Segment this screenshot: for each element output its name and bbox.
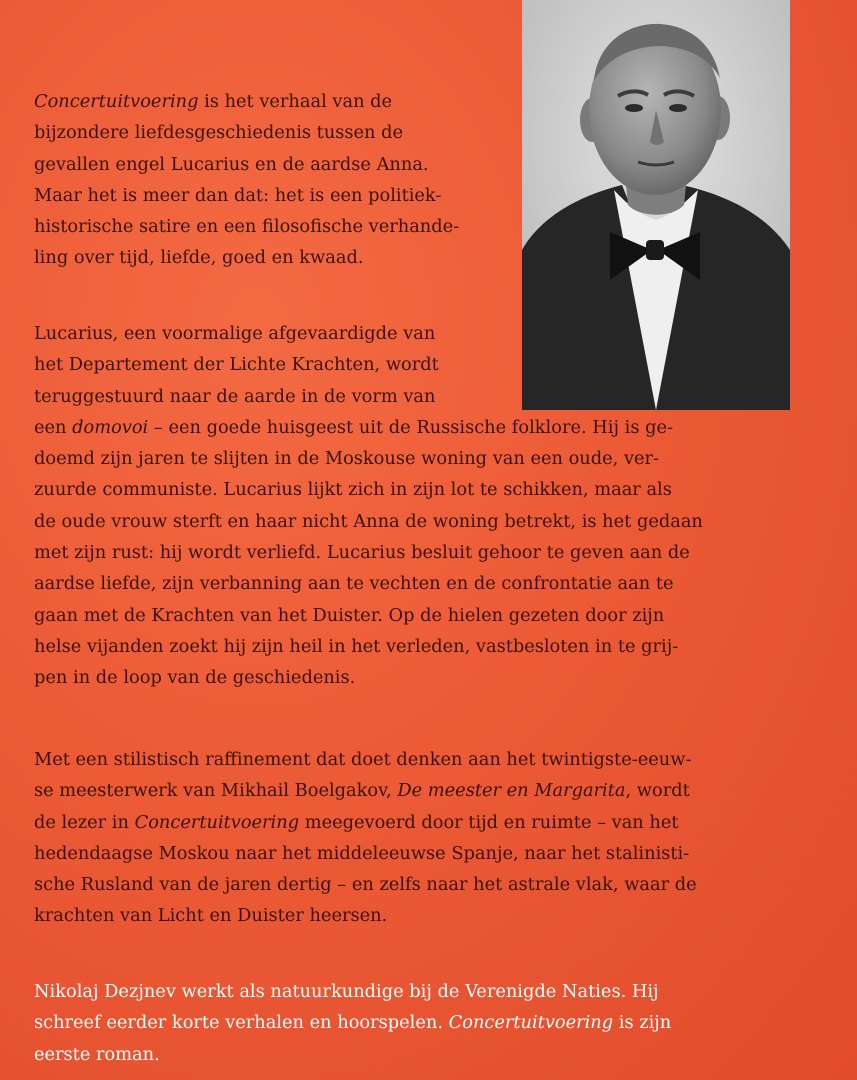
text-line: doemd zijn jaren te slijten in de Moskouse woning van een oude, ver-: [34, 448, 660, 470]
book-title-italic: Concertuitvoering: [134, 811, 300, 833]
master-and-margarita-italic: De meester en Margarita: [397, 780, 626, 802]
text-line: gaan met de Krachten van het Duister. Op de hielen gezeten door zijn: [34, 604, 665, 626]
text-line: teruggestuurd naar de aarde in de vorm van: [34, 385, 436, 407]
text-line: krachten van Licht en Duister heersen.: [34, 905, 388, 927]
text-line: bijzondere liefdesgeschiedenis tussen de: [34, 122, 404, 144]
text-line: de oude vrouw sterft en haar nicht Anna de woning betrekt, is het gedaan: [34, 510, 703, 532]
text-line: Maar het is meer dan dat: het is een politiek-: [34, 184, 442, 206]
text-line: pen in de loop van de geschiedenis.: [34, 667, 356, 689]
style-comparison-paragraph: [34, 744, 697, 932]
text-line: met zijn rust: hij wordt verliefd. Lucarius besluit gehoor te geven aan de: [34, 542, 690, 564]
text-line: historische satire en een filosofische verhande-: [34, 216, 460, 238]
domovoi-italic: domovoi: [72, 416, 149, 438]
text-line: se meesterwerk van Mikhail Boelgakov, De meester en Margarita, wordt: [34, 780, 690, 802]
author-bio-paragraph: [34, 976, 671, 1070]
text-line: ling over tijd, liefde, goed en kwaad.: [34, 247, 364, 269]
text-line: een domovoi – een goede huisgeest uit de Russische folklore. Hij is ge-: [34, 416, 674, 438]
text-line: Concertuitvoering is het verhaal van de: [34, 91, 393, 112]
text-line: Nikolaj Dezjnev werkt als natuurkundige bij de Verenigde Naties. Hij: [34, 981, 659, 1002]
text-line: de lezer in Concertuitvoering meegevoerd door tijd en ruimte – van het: [34, 811, 679, 833]
text-line: aardse liefde, zijn verbanning aan te vechten en de confrontatie aan te: [34, 573, 674, 595]
text-line: hedendaagse Moskou naar het middeleeuwse Spanje, naar het stalinisti-: [34, 842, 690, 864]
plot-summary-paragraph: [34, 318, 703, 694]
text-line: zuurde communiste. Lucarius lijkt zich in zijn lot te schikken, maar als: [34, 479, 672, 501]
text-line: schreef eerder korte verhalen en hoorspelen. Concertuitvoering is zijn: [34, 1012, 672, 1034]
text-line: het Departement der Lichte Krachten, wordt: [34, 354, 439, 376]
text-line: Lucarius, een voormalige afgevaardigde van: [34, 323, 436, 344]
synopsis-intro-paragraph: [34, 86, 459, 274]
text-line: helse vijanden zoekt hij zijn heil in het verleden, vastbesloten in te grij-: [34, 635, 679, 657]
text-line: sche Rusland van de jaren dertig – en zelfs naar het astrale vlak, waar de: [34, 874, 697, 896]
text-line: eerste roman.: [34, 1043, 160, 1065]
book-title-italic: Concertuitvoering: [34, 91, 199, 112]
text-line: gevallen engel Lucarius en de aardse Anna.: [34, 153, 429, 175]
book-title-italic: Concertuitvoering: [448, 1012, 614, 1034]
text-line: Met een stilistisch raffinement dat doet denken aan het twintigste-eeuw-: [34, 749, 692, 770]
